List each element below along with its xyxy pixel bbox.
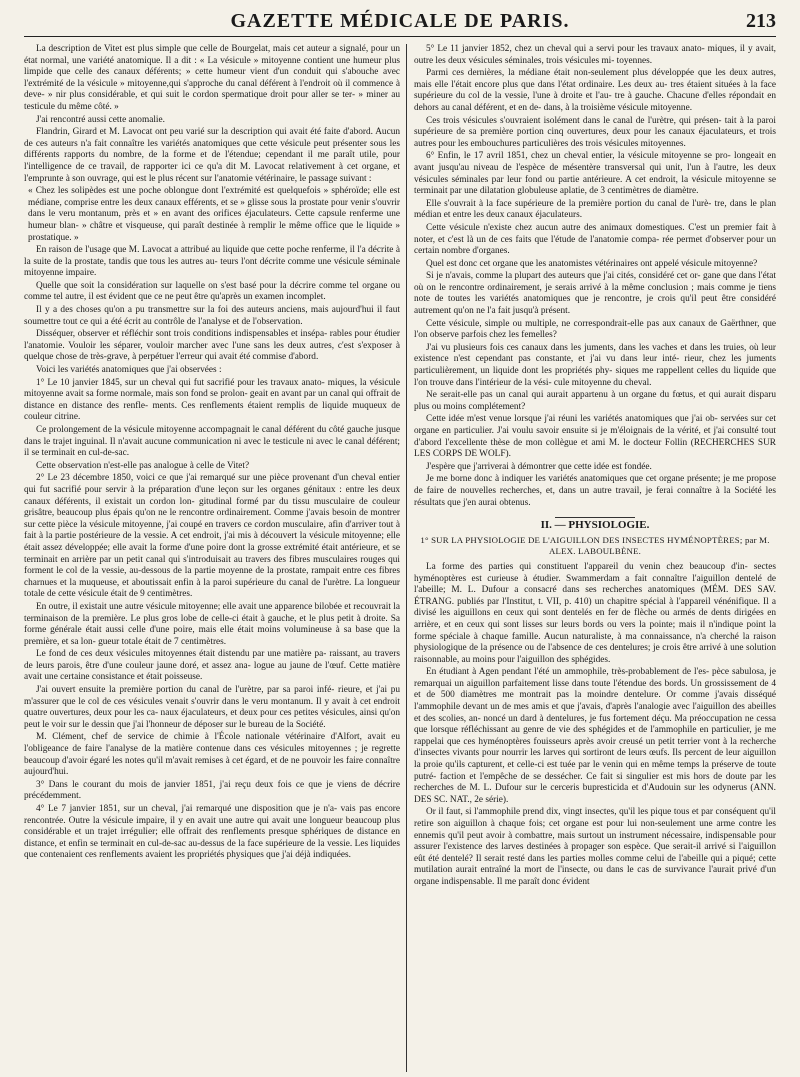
paragraph: J'ai vu plusieurs fois ces canaux dans les juments, dans les vaches et dans les truies, où leur existence n'est cependant pas constante, et j'ai vu dans leur inté- rieur, chez les juments particulièrement, un liquide dont les propriétés phy- siques me rappellent celles du liquide que l'on trouve dans l'intérieur de la vési- cule mitoyenne du cheval. xyxy=(414,342,776,388)
section-heading xyxy=(414,517,776,532)
paragraph: Ces trois vésicules s'ouvraient isolément dans le canal de l'urètre, qui présen- tait à la paroi supérieure de sa première portion cinq ouvertures, deux pour les canaux éjaculateurs, et trois autres pour les embouchures particulières des trois vésicules mitoyennes. xyxy=(414,115,776,149)
paragraph: Cette vésicule n'existe chez aucun autre des animaux domestiques. C'est un premier fait à noter, et c'est là un de ces faits que l'étude de l'anatomie compa- rée permet d'observer pour un certain nombre d'organes. xyxy=(414,222,776,257)
paragraph: Si je n'avais, comme la plupart des auteurs que j'ai cités, considéré cet or- gane que dans l'état où on le rencontre ordinairement, je serais arrivé à la même conclusion ; mais comme je tiens note de toutes les variétés anatomiques que je rencontre, je crois qu'il peut être considéré autrement qu'on ne l'a fait jusqu'à présent. xyxy=(414,271,776,317)
page-header xyxy=(24,8,776,37)
paragraph: En raison de l'usage que M. Lavocat a attribué au liquide que cette poche renferme, il l'a décrite à la suite de la prostate, tandis que tous les autres au- teurs l'ont décrite comme une vésicule séminale mitoyenne impaire. xyxy=(24,245,400,279)
paragraph: Cette vésicule, simple ou multiple, ne correspondrait-elle pas aux canaux de Gaërthner, que l'on observe parfois chez les femelles? xyxy=(414,318,776,341)
left-column xyxy=(24,44,400,1074)
paragraph: La forme des parties qui constituent l'appareil du venin chez beaucoup d'in- sectes hyménoptères est curieuse à étudier. Swammerdam a fait connaître l'aiguillon dentelé de l'abeille; M. L. Dufour a consacré dans ses recherches anatomiques (MÉM. DES SAV. ÉTRANG. publiés par l'Institut, t. VII, p. 410) un chapitre spécial à l'appareil vénénifique. Il a divisé les aiguillons en ceux qui sont dentelés en fer de flèche ou armés de dents dirigées en arrière, et en ceux qui sont lisses sur leurs bords ou vers la pointe; mais il n'indique point la forme spéciale à chaque famille. Aucun naturaliste, à ma connaissance, n'a cherché la raison physiologique de la présence ou de l'absence de ces dentelures; je crois être arrivé à une solution raisonnable, au moins pour l'aiguillon des sphégides. xyxy=(414,561,776,665)
paragraph: Flandrin, Girard et M. Lavocat ont peu varié sur la description qui avait été faite d'abord. Aucun de ces auteurs n'a fait connaître les variétés anatomiques que cette vésicule peut présenter sous les différents rapports du nombre, de la forme et de l'étendue; cependant il me paraît utile, pour l'intelligence de ce travail, de rapporter ici ce qu'a dit M. Lavocat relativement à cet organe, et l'emprunte à son ouvrage, qui est le plus récent sur l'anatomie vétérinaire, le passage suivant : xyxy=(24,127,400,184)
paragraph: Il y a des choses qu'on a pu transmettre sur la foi des auteurs anciens, mais aujourd'hui il faut soumettre tout ce qui a été écrit au contrôle de l'analyse et de l'observation. xyxy=(24,305,400,327)
paragraph: J'espère que j'arriverai à démontrer que cette idée est fondée. xyxy=(426,461,652,472)
paragraph: Disséquer, observer et réfléchir sont trois conditions indispensables et insépa- rables pour étudier l'anatomie. Vouloir les séparer, vouloir marcher avec l'une sans les deux autres, c'est s'exposer à quelque chose de très-grave, à perpétuer l'erreur qui avait été commise d'abord. xyxy=(24,329,400,363)
paragraph: 2° Le 23 décembre 1850, voici ce que j'ai remarqué sur une pièce provenant d'un cheval entier qui fut sacrifié pour servir à la préparation d'une leçon sur les organes génitaux : entre les deux canaux déférents, il existait un cordon lon- gitudinal formé par du tissu musculaire de couleur grisâtre, beaucoup plus épais qu'on ne le rencontre ordinairement. Comme j'avais besoin de montrer sur cette pièce la vésicule mitoyenne, j'ai coupé en travers ce cordon musculaire, afin d'arriver tout à fait à la partie postérieure de la vessie. A cet endroit, j'ai mis à découvert la vésicule mitoyenne; elle était assez développée; elle avait la forme d'une poire dont la grosse extrémité était antérieure, et se terminait en arrière par un petit canal qui s'introduisait au travers des fibres musculaires rouges qui forment le col de la vessie, au-dessous de la partie moyenne de la prostate, rampait entre ces fibres charnues et la muqueuse, et aboutissait enfin à la paroi supérieure du canal de l'urètre. La longueur totale de cette vésicule était de 9 centimètres. xyxy=(24,473,400,600)
paragraph: « Chez les solipèdes est une poche oblongue dont l'extrémité est quelquefois » sphéroïde; elle est médiane, comprise entre les deux canaux efférents, et se » glisse sous la prostate pour venir s'ouvrir dans le veru montanum, près et » en avant des orifices éjaculateurs. Cette capsule renferme une humeur blan- » châtre et visqueuse, qui paraît destinée à remplir le même office que le liquide » prostatique. » xyxy=(28,186,400,243)
paragraph: 1° Le 10 janvier 1845, sur un cheval qui fut sacrifié pour les travaux anato- miques, la vésicule mitoyenne avait sa forme normale, mais son fond se prolon- geait en avant par un canal qui offrait de distance en distance des renfle- ments. Ces renflements étaient remplis de liquide muqueux de couleur citrine. xyxy=(24,377,400,423)
paragraph: Parmi ces dernières, la médiane était non-seulement plus développée que les deux autres, mais elle l'était encore plus que dans l'état ordinaire. Les deux au- tres étaient situées à la face supérieure du col de la vessie, l'une à droite et l'au- tre à gauche. Chacune d'elles répondait en dehors au canal déférent, et en de- dans, à la troisième vésicule mitoyenne. xyxy=(414,68,776,113)
article-subheading: 1° SUR LA PHYSIOLOGIE DE L'AIGUILLON DES INSECTES HYMÉNOPTÈRES; par M. ALEX. LABOULBÈNE. xyxy=(420,534,770,557)
column-divider xyxy=(406,44,407,1072)
paragraph: 3° Dans le courant du mois de janvier 1851, j'ai reçu deux fois ce que je viens de décrire précédemment. xyxy=(24,779,400,802)
paragraph: En étudiant à Agen pendant l'été un ammophile, très-probablement de l'es- pèce sabulosa, je remarquai un aiguillon parfaitement lisse dans toute l'étendue des bords. Un grossissement de 4 et de 500 diamètres me montrait pas la moindre dentelure. Or comme j'avais disséqué l'ammophile devant un de mes amis et que j'avais, d'après l'analogie avec l'aiguillon des abeilles et des scolies, an- noncé un dard à dentelures, je fus fortement déçu. Ma préoccupation ne cessa que lorsque réfléchissant au genre de vie des sphégides et de l'ammophile en particulier, je me rappelai que ces hyménoptères fouisseurs après avoir creusé un petit terrier vont à la recherche d'insectes vivants pour nourrir les larves qui sortiront de leurs œufs. Ils percent de leur aiguillon la proie qu'ils capturent, et celle-ci est tuée par le venin qui en même temps la préserve de toute putré- faction et l'empêche de se dessécher. Ce fait si singulier est mis hors de doute par les recherches de M. L. Dufour sur le cerceris bupresticida et d'Audouin sur les odynerus (ANN. DES SC. NAT., 2e série). xyxy=(414,667,776,805)
paragraph: En outre, il existait une autre vésicule mitoyenne; elle avait une apparence bilobée et recouvrait la terminaison de la première. Le plus gros lobe de celle-ci était à gauche, et le plus petit à droite. Sa forme générale était aussi celle d'une poire, mais elle était moins volumineuse à sa base que la première, et sa lon- gueur totale était de 7 centimètres. xyxy=(24,601,400,647)
journal-title: GAZETTE MÉDICALE DE PARIS. xyxy=(230,10,570,32)
paragraph: J'ai ouvert ensuite la première portion du canal de l'urètre, par sa paroi infé- rieure, et j'ai pu m'assurer que le col de ces vésicules venait s'ouvrir dans le veru montanum. Il y avait à cet endroit quatre ouvertures, deux pour les ca- naux éjaculateurs, et deux pour ces petites vésicules, ainsi qu'on peut le voir sur le dessin que j'ai l'honneur de déposer sur le bureau de la Société. xyxy=(24,685,400,730)
paragraph: Je me borne donc à indiquer les variétés anatomiques que cet organe présente; je me propose de faire de nouvelles recherches, et, dans un autre travail, je ferai connaître à la Société les résultats que j'en aurai obtenus. xyxy=(414,474,776,508)
paragraph: Quelle que soit la considération sur laquelle on s'est basé pour la décrire comme tel organe ou comme tel autre, il est évident que ce ne peut être qu'après un examen incomplet. xyxy=(24,280,400,303)
paragraph: Or il faut, si l'ammophile prend dix, vingt insectes, qu'il les pique tous et par conséquent qu'il retire son aiguillon à chaque fois; cet organe est pour lui non-seulement une arme contre les ennemis qu'il peut avoir à combattre, mais surtout un instrument nécessaire, indispensable pour assurer l'existence des larves destinées à propager son espèce. Que serait-il arrivé si l'aiguillon eût été dentelé? Il serait resté dans les parties molles comme celui de l'abeille qui a piqué; cette mutilation aurait entraîné la mort de l'insecte, ou dans le cas de survivance l'aurait privé d'un organe indispensable. Il me paraît donc évident xyxy=(414,807,776,887)
paragraph: Le fond de ces deux vésicules mitoyennes était distendu par une matière pa- raissant, au travers de leurs parois, être d'une couleur jaune doré, et assez ana- logue au jaune de l'œuf. Cette matière avait une certaine consistance et était poisseuse. xyxy=(24,649,400,683)
paragraph: M. Clément, chef de service de chimie à l'École nationale vétérinaire d'Alfort, avait eu l'obligeance de faire l'analyse de la matière contenue dans ces vésicules mitoyennes ; je regrette beaucoup d'avoir égaré les notes qu'il m'avait remises à cet égard, et de ne pouvoir les faire connaître aujourd'hui. xyxy=(24,732,400,778)
paragraph: Voici les variétés anatomiques que j'ai observées : xyxy=(36,365,222,376)
right-column xyxy=(414,44,776,1074)
right-column-section-text xyxy=(414,562,776,889)
paragraph: Cette observation n'est-elle pas analogue à celle de Vitet? xyxy=(36,460,250,471)
section-heading-text: II. — PHYSIOLOGIE. xyxy=(540,519,650,532)
paragraph: Quel est donc cet organe que les anatomistes vétérinaires ont appelé vésicule mitoyenne? xyxy=(426,258,758,269)
paragraph: 6° Enfin, le 17 avril 1851, chez un cheval entier, la vésicule mitoyenne se pro- longeait en avant jusqu'au niveau de l'espèce de mésentère transversal qui unit, l'un à l'autre, les deux vésicules séminales par leur fond ou partie antérieure. A cet endroit, la vésicule mitoyenne se terminait par une dilatation globuleuse aplatie, de 3 centimètres de diamètre. xyxy=(414,151,776,197)
paragraph: J'ai rencontré aussi cette anomalie. xyxy=(36,114,165,125)
paragraph: Cette idée m'est venue lorsque j'ai réuni les variétés anatomiques que j'ai ob- servées sur cet organe en particulier. J'ai voulu savoir ensuite si je m'éloignais de la vérité, et j'ai consulté tout d'abord l'excellente thèse de mon collègue et ami M. le docteur Follin (RECHERCHES SUR LES CORPS DE WOLF). xyxy=(414,414,776,460)
paragraph: 4° Le 7 janvier 1851, sur un cheval, j'ai remarqué une disposition que je n'a- vais pas encore rencontrée. Outre la vésicule impaire, il y en avait une autre qui avait une longueur beaucoup plus considérable et un trajet irrégulier; elle offrait des renflements presque sphériques de distance en distance, et enfin se terminait en cul-de-sac au-dessus de la face supérieure de la vessie. Les liquides que contenaient ces renflements avaient les propriétés physiques que j'ai déjà indiquées. xyxy=(24,804,400,861)
paragraph: Ce prolongement de la vésicule mitoyenne accompagnait le canal déférent du côté gauche jusque dans le trajet inguinal. Il n'avait aucune communication ni avec le testicule ni avec le canal déférent; il se terminait en cul-de-sac. xyxy=(24,425,400,459)
paragraph: La description de Vitet est plus simple que celle de Bourgelat, mais cet auteur a signalé, pour un état normal, une variété anatomique. Il a dit : « La vésicule » mitoyenne contient une humeur plus limpide que celle des canaux déférents; » cette humeur vient d'un conduit qui s'abouche avec l'extrémité de la vésicule » mitoyenne,qui s'approche du canal déférent à l'endroit où il commence à deve- » nir plus considérable, et qui suit le cordon spermatique droit pour aller se ter- » miner au testicule du même côté. » xyxy=(24,44,400,112)
paragraph: 5° Le 11 janvier 1852, chez un cheval qui a servi pour les travaux anato- miques, il y avait, outre les deux vésicules séminales, trois vésicules mi- toyennes. xyxy=(414,44,776,66)
paragraph: Ne serait-elle pas un canal qui aurait appartenu à un organe du fœtus, et qui aurait disparu plus ou moins complétement? xyxy=(414,390,776,412)
paragraph: Elle s'ouvrait à la face supérieure de la première portion du canal de l'urè- tre, dans le plan médian et entre les deux canaux éjaculateurs. xyxy=(414,198,776,221)
page-number: 213 xyxy=(746,10,776,32)
right-column-top-text xyxy=(414,44,776,509)
